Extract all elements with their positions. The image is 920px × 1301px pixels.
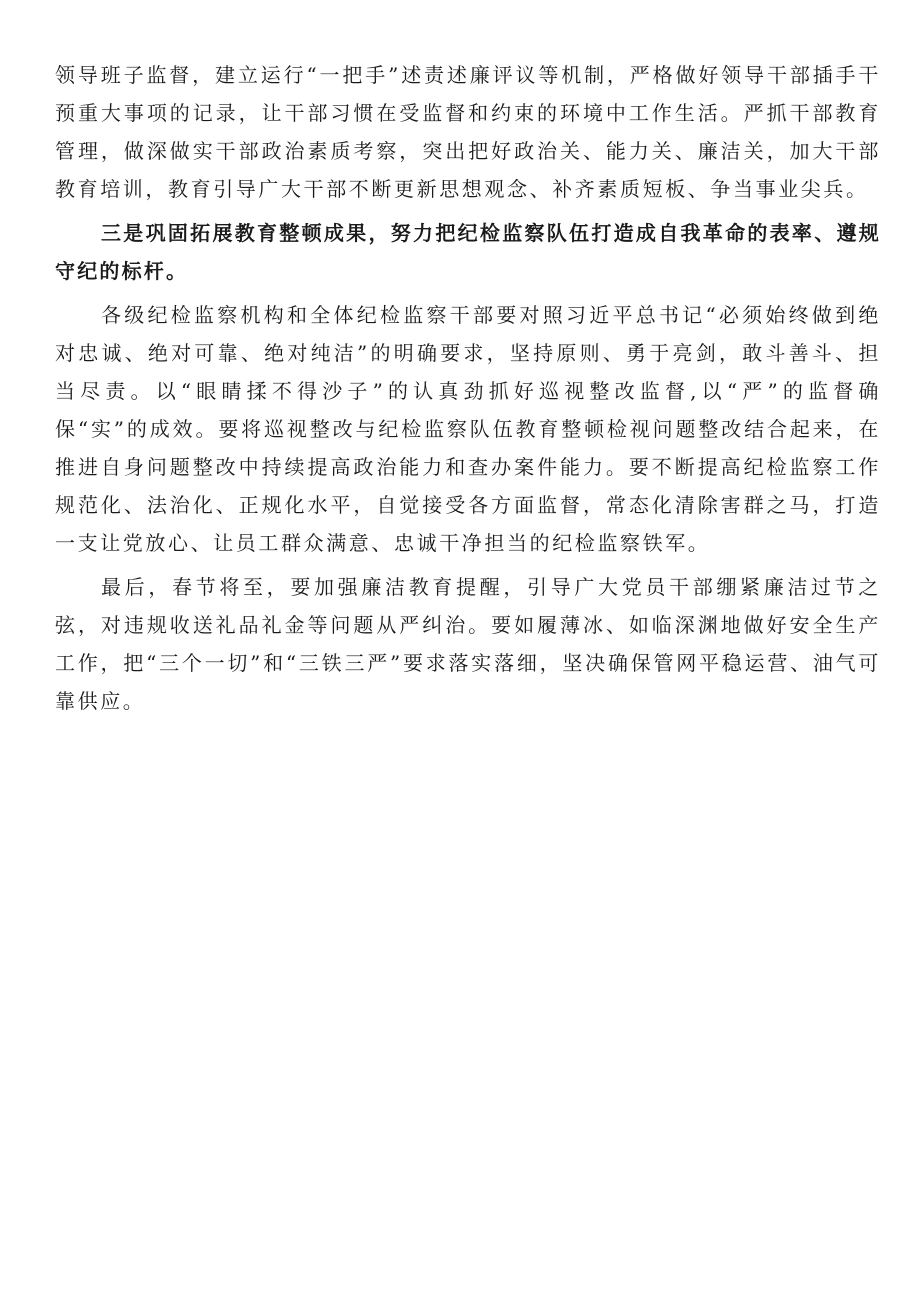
document-body xyxy=(55,56,881,726)
paragraph-continuation: 领导班子监督，建立运行“一把手”述责述廉评议等机制，严格做好领导干部插手干预重大事项的记录，让干部习惯在受监督和约束的环境中工作生活。严抓干部教育管理，做深做实干部政治素质考察，突出把好政治关、能力关、廉洁关，加大干部教育培训，教育引导广大干部不断更新思想观念、补齐素质短板、争当事业尖兵。 xyxy=(55,63,881,201)
section-heading: 三是巩固拓展教育整顿成果，努力把纪检监察队伍打造成自我革命的表率、遵规守纪的标杆。 xyxy=(55,221,881,283)
paragraph-closing: 最后，春节将至，要加强廉洁教育提醒，引导广大党员干部绷紧廉洁过节之弦，对违规收送礼品礼金等问题从严纠治。要如履薄冰、如临深渊地做好安全生产工作，把“三个一切”和“三铁三严”要求落实落细，坚决确保管网平稳运营、油气可靠供应。 xyxy=(55,575,881,713)
paragraph-body: 各级纪检监察机构和全体纪检监察干部要对照习近平总书记“必须始终做到绝对忠诚、绝对可靠、绝对纯洁”的明确要求，坚持原则、勇于亮剑，敢斗善斗、担当尽责。以“眼睛揉不得沙子”的认真劲抓好巡视整改监督,以“严”的监督确保“实”的成效。要将巡视整改与纪检监察队伍教育整顿检视问题整改结合起来，在推进自身问题整改中持续提高政治能力和查办案件能力。要不断提高纪检监察工作规范化、法治化、正规化水平，自觉接受各方面监督，常态化清除害群之马，打造一支让党放心、让员工群众满意、忠诚干净担当的纪检监察铁军。 xyxy=(55,303,881,555)
